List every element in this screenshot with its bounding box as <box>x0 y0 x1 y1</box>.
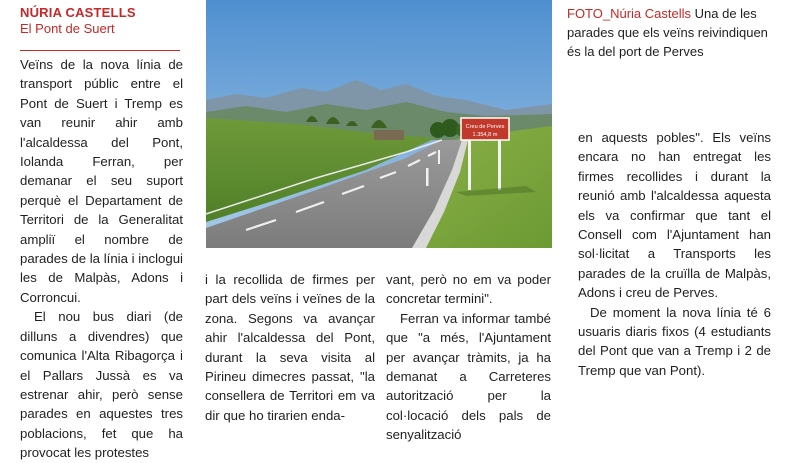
paragraph: vant, però no em va poder concretar termini". <box>386 272 551 307</box>
paragraph: Ferran va informar també que "a més, l'Ajuntament per avançar tràmits, ja ha demanat a Carreteres autorització per la col·locació dels pals de senyalització <box>386 310 551 443</box>
paragraph: Veïns de la nova línia de transport públic entre el Pont de Suert i Tremp es van reunir ahir amb l'alcaldessa del Pont, Iolanda Ferran, per demanar el seu suport perquè el Departament de Territori de la Generalitat ampliï el nombre de parades de la línia i inclogui les de Malpàs, Adons i Corroncui. <box>20 57 183 305</box>
sign-altitude: 1.354,8 m <box>472 132 498 138</box>
article-photo <box>206 0 552 248</box>
byline <box>20 5 190 37</box>
road-landscape-image <box>206 0 552 248</box>
article-column-1 <box>20 55 183 463</box>
article-column-3 <box>386 270 551 445</box>
article-column-2 <box>205 270 375 425</box>
byline-divider <box>20 50 180 51</box>
byline-place: El Pont de Suert <box>20 21 115 36</box>
photo-caption <box>567 4 779 61</box>
paragraph: i la recollida de firmes per part dels veïns i veïnes de la zona. Segons va avançar ahir l'alcaldessa del Pont, durant la seva visita al Pirineu dimecres passat, "la consellera de Territori em va dir que ho tirarien enda- <box>205 272 375 423</box>
photo-credit: FOTO_Núria Castells <box>567 6 692 21</box>
sign-name: Creu de Perves <box>465 124 505 130</box>
paragraph: El nou bus diari (de dilluns a divendres) que comunica l'Alta Ribagorça i el Pallars Jussà es va estrenar ahir, però sense parades en aquestes tres poblacions, fet que ha provocat les protestes <box>20 309 183 461</box>
paragraph: De moment la nova línia té 6 usuaris diaris fixos (4 estudiants del Pont que van a Tremp i 2 de Tremp que van Pont). <box>578 304 771 378</box>
byline-author: NÚRIA CASTELLS <box>20 5 136 20</box>
caption-text: Una de les parades que els veïns reivindiquen és la del port de Perves <box>567 6 768 59</box>
paragraph: en aquests pobles". Els veïns encara no han entregat les firmes recollides i durant la reunió amb l'alcaldessa aquesta els va confirmar que tant el Consell com l'Ajuntament han sol·licitat a Transports les parades de la cruïlla de Malpàs, Adons i creu de Perves. <box>578 130 771 301</box>
article-column-4 <box>578 128 771 380</box>
